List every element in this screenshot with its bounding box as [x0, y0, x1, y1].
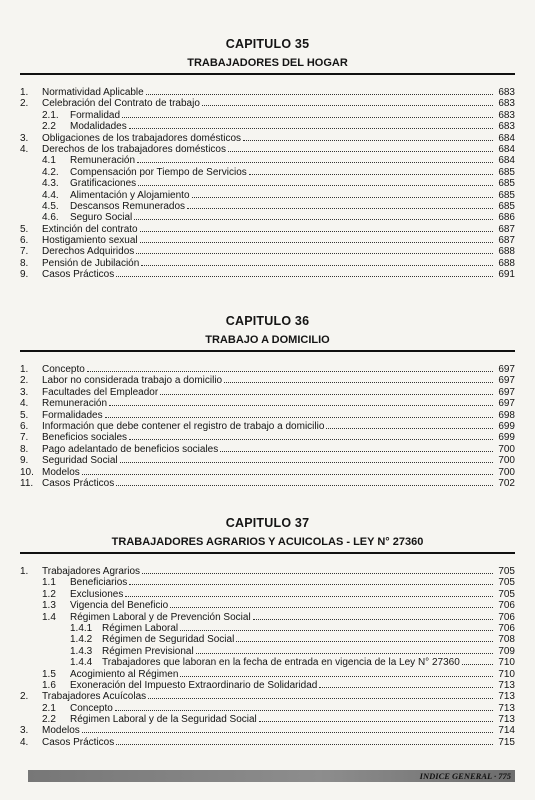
toc-entry [20, 109, 515, 120]
entry-title: Formalidades [42, 409, 103, 421]
dot-leader [122, 109, 493, 118]
entry-number: 4. [20, 398, 29, 410]
entry-title: Régimen Laboral y de la Seguridad Social [70, 714, 257, 726]
toc-entry [20, 576, 515, 587]
entry-page-number: 687 [498, 223, 515, 235]
entry-page-number: 691 [498, 269, 515, 281]
dot-leader [116, 268, 493, 277]
chapter-divider [20, 73, 515, 75]
toc-entry [20, 86, 515, 97]
toc-entry [20, 223, 515, 234]
dot-leader [134, 211, 493, 220]
dot-leader [253, 611, 493, 620]
chapter-divider [20, 552, 515, 554]
entry-page-number: 687 [498, 235, 515, 247]
entry-page-number: 684 [498, 143, 515, 155]
chapter-title: CAPITULO 37 [225, 516, 310, 530]
entry-number: 4.6. [42, 212, 59, 224]
toc-entry [20, 622, 515, 633]
entry-title: Modelos [42, 466, 80, 478]
entry-title: Extinción del contrato [42, 223, 138, 235]
dot-leader [187, 200, 493, 209]
entry-page-number: 697 [498, 364, 515, 375]
dot-leader [192, 189, 493, 198]
entry-number: 4.1 [42, 155, 56, 167]
dot-leader [259, 713, 493, 722]
chapter-35 [20, 34, 515, 280]
toc-entry [20, 656, 515, 667]
dot-leader [140, 223, 493, 232]
toc-entry [20, 443, 515, 454]
toc-entry [20, 397, 515, 408]
entry-page-number: 683 [498, 121, 515, 133]
entry-number: 4.4. [42, 189, 59, 201]
entry-title: Exoneración del Impuesto Extraordinario de Solidaridad [70, 679, 318, 691]
entry-page-number: 697 [498, 375, 515, 387]
entry-title: Compensación por Tiempo de Servicios [70, 166, 247, 178]
dot-leader [116, 477, 493, 486]
entry-title: Casos Prácticos [42, 736, 115, 748]
toc-entry [20, 166, 515, 177]
entry-title: Casos Prácticos [42, 477, 115, 489]
dot-leader [202, 97, 493, 106]
entry-number: 2. [20, 691, 29, 703]
dot-leader [180, 668, 493, 677]
dot-leader [236, 633, 493, 642]
toc-entry [20, 234, 515, 245]
entry-page-number: 700 [498, 443, 515, 455]
toc-entry [20, 363, 515, 374]
toc-entry [20, 466, 515, 477]
entry-title: Alimentación y Alojamiento [70, 189, 190, 201]
toc-entry [20, 245, 515, 256]
entry-title: Derechos de los trabajadores domésticos [42, 143, 226, 155]
entry-number: 6. [20, 420, 29, 432]
entry-title: Gratificaciones [70, 178, 137, 190]
dot-leader [170, 599, 493, 608]
entry-number: 1.4.1 [70, 622, 93, 634]
entry-page-number: 686 [498, 212, 515, 224]
entry-title: Hostigamiento sexual [42, 235, 138, 247]
dot-leader [243, 132, 493, 141]
entry-number: 1.5 [42, 668, 56, 680]
page-footer-band [28, 770, 515, 782]
entry-page-number: 708 [498, 634, 515, 646]
toc-entry [20, 409, 515, 420]
toc-entry [20, 724, 515, 735]
entry-title: Labor no considerada trabajo a domicilio [42, 375, 223, 387]
entry-number: 1.4.2 [70, 634, 93, 646]
entry-number: 3. [20, 725, 29, 737]
entry-title: Régimen Previsional [102, 645, 194, 657]
dot-leader [142, 565, 493, 574]
entry-page-number: 697 [498, 398, 515, 410]
dot-leader [129, 431, 493, 440]
entry-title: Régimen Laboral [102, 622, 179, 634]
entry-title: Régimen Laboral y de Prevención Social [70, 611, 251, 623]
entry-page-number: 706 [498, 600, 515, 612]
entry-number: 3. [20, 386, 29, 398]
entry-number: 2.2 [42, 121, 56, 133]
toc-entry [20, 588, 515, 599]
entry-title: Pago adelantado de beneficios sociales [42, 443, 219, 455]
entry-title: Modalidades [70, 121, 127, 133]
dot-leader [82, 724, 493, 733]
toc-entry [20, 189, 515, 200]
entry-title: Exclusiones [70, 588, 124, 600]
entry-number: 8. [20, 443, 29, 455]
entry-number: 1. [20, 566, 29, 577]
entry-number: 2.2 [42, 714, 56, 726]
entry-title: Beneficiarios [70, 577, 128, 589]
entry-number: 7. [20, 432, 29, 444]
toc-entry [20, 97, 515, 108]
entry-number: 1.4 [42, 611, 56, 623]
entry-page-number: 702 [498, 477, 515, 489]
entry-page-number: 699 [498, 432, 515, 444]
toc-entry [20, 611, 515, 622]
entry-number: 10. [20, 466, 34, 478]
dot-leader [148, 690, 493, 699]
entry-page-number: 699 [498, 420, 515, 432]
entry-title: Descansos Remunerados [70, 200, 186, 212]
toc-entry [20, 154, 515, 165]
entry-page-number: 684 [498, 155, 515, 167]
entry-number: 2.1. [42, 109, 59, 121]
entry-page-number: 683 [498, 98, 515, 110]
dot-leader [105, 409, 493, 418]
toc-entry [20, 211, 515, 222]
toc-entry [20, 431, 515, 442]
entry-title: Pensión de Jubilación [42, 257, 140, 269]
entry-title: Celebración del Contrato de trabajo [42, 98, 200, 110]
entry-page-number: 710 [498, 657, 515, 669]
dot-leader [249, 166, 493, 175]
dot-leader [109, 397, 493, 406]
dot-leader [120, 454, 493, 463]
dot-leader [326, 420, 493, 429]
dot-leader [224, 374, 493, 383]
dot-leader [82, 466, 493, 475]
entry-page-number: 697 [498, 386, 515, 398]
chapter-divider [20, 350, 515, 352]
entry-page-number: 706 [498, 622, 515, 634]
toc-entry [20, 257, 515, 268]
entry-title: Trabajadores Acuícolas [42, 691, 147, 703]
entry-number: 11. [20, 477, 34, 489]
entry-number: 1.3 [42, 600, 56, 612]
dot-leader [180, 622, 493, 631]
dot-leader [196, 645, 493, 654]
toc-entry [20, 177, 515, 188]
dot-leader [87, 363, 493, 372]
entry-page-number: 709 [498, 645, 515, 657]
entry-number: 9. [20, 455, 29, 467]
chapter-subtitle: TRABAJADORES DEL HOGAR [187, 57, 348, 69]
toc-entry [20, 633, 515, 644]
dot-leader [319, 679, 493, 688]
dot-leader [115, 702, 493, 711]
chapter-36 [20, 311, 515, 488]
toc-entry [20, 386, 515, 397]
toc-entry [20, 645, 515, 656]
footer-page-label: INDICE GENERAL · 775 [419, 771, 511, 781]
entry-page-number: 700 [498, 466, 515, 478]
toc-list [20, 565, 515, 747]
entry-number: 1.2 [42, 588, 56, 600]
entry-title: Acogimiento al Régimen [70, 668, 179, 680]
dot-leader [462, 656, 493, 665]
entry-page-number: 705 [498, 566, 515, 577]
entry-number: 5. [20, 223, 29, 235]
chapter-subtitle: TRABAJO A DOMICILIO [205, 334, 330, 346]
entry-page-number: 705 [498, 588, 515, 600]
entry-number: 3. [20, 132, 29, 144]
entry-number: 8. [20, 257, 29, 269]
entry-number: 6. [20, 235, 29, 247]
toc-entry [20, 132, 515, 143]
toc-entry [20, 477, 515, 488]
dot-leader [137, 154, 493, 163]
entry-title: Derechos Adquiridos [42, 246, 135, 258]
dot-leader [125, 588, 493, 597]
toc-entry [20, 565, 515, 576]
chapter-title: CAPITULO 35 [225, 37, 310, 51]
toc-entry [20, 374, 515, 385]
entry-number: 7. [20, 246, 29, 258]
entry-number: 1. [20, 87, 29, 98]
toc-entry [20, 200, 515, 211]
dot-leader [129, 576, 493, 585]
toc-entry [20, 668, 515, 679]
toc-entry [20, 120, 515, 131]
chapter-37 [20, 513, 515, 747]
toc-entry [20, 268, 515, 279]
entry-title: Régimen de Seguridad Social [102, 634, 235, 646]
entry-title: Concepto [70, 702, 113, 714]
entry-number: 4.5. [42, 200, 59, 212]
dot-leader [140, 234, 493, 243]
toc-entry [20, 454, 515, 465]
entry-page-number: 683 [498, 87, 515, 98]
entry-page-number: 688 [498, 257, 515, 269]
dot-leader [228, 143, 493, 152]
entry-title: Seguro Social [70, 212, 133, 224]
entry-page-number: 684 [498, 132, 515, 144]
entry-number: 1.4.4 [70, 657, 93, 669]
dot-leader [160, 386, 493, 395]
entry-number: 2.1 [42, 702, 56, 714]
entry-number: 4.2. [42, 166, 59, 178]
entry-number: 4. [20, 143, 29, 155]
entry-title: Remuneración [70, 155, 136, 167]
entry-page-number: 713 [498, 679, 515, 691]
entry-title: Información que debe contener el registro de trabajo a domicilio [42, 420, 325, 432]
toc-entry [20, 143, 515, 154]
entry-title: Facultades del Empleador [42, 386, 159, 398]
entry-title: Seguridad Social [42, 455, 118, 467]
entry-number: 1. [20, 364, 29, 375]
entry-page-number: 698 [498, 409, 515, 421]
entry-page-number: 713 [498, 691, 515, 703]
dot-leader [136, 245, 493, 254]
toc-entry [20, 679, 515, 690]
toc-entry [20, 690, 515, 701]
entry-page-number: 685 [498, 166, 515, 178]
entry-number: 5. [20, 409, 29, 421]
entry-title: Trabajadores que laboran en la fecha de entrada en vigencia de la Ley N° 27360 [102, 657, 460, 669]
entry-page-number: 685 [498, 189, 515, 201]
toc-entry [20, 599, 515, 610]
entry-title: Casos Prácticos [42, 269, 115, 281]
entry-page-number: 688 [498, 246, 515, 258]
entry-page-number: 685 [498, 200, 515, 212]
entry-page-number: 683 [498, 109, 515, 121]
entry-number: 4.3. [42, 178, 59, 190]
entry-title: Normatividad Aplicable [42, 87, 144, 98]
dot-leader [141, 257, 493, 266]
dot-leader [220, 443, 493, 452]
entry-number: 1.4.3 [70, 645, 93, 657]
toc-entry [20, 702, 515, 713]
dot-leader [138, 177, 493, 186]
entry-page-number: 715 [498, 736, 515, 748]
entry-number: 1.1 [42, 577, 56, 589]
chapter-subtitle: TRABAJADORES AGRARIOS Y ACUICOLAS - LEY N° 27360 [111, 536, 424, 548]
entry-page-number: 713 [498, 702, 515, 714]
entry-title: Formalidad [70, 109, 121, 121]
entry-title: Remuneración [42, 398, 108, 410]
entry-number: 1.6 [42, 679, 56, 691]
toc-entry [20, 736, 515, 747]
dot-leader [116, 736, 493, 745]
entry-title: Trabajadores Agrarios [42, 566, 141, 577]
entry-number: 2. [20, 98, 29, 110]
entry-page-number: 710 [498, 668, 515, 680]
entry-title: Concepto [42, 364, 85, 375]
toc-list [20, 363, 515, 488]
entry-page-number: 714 [498, 725, 515, 737]
entry-title: Obligaciones de los trabajadores domésticos [42, 132, 241, 144]
toc-entry [20, 713, 515, 724]
toc-entry [20, 420, 515, 431]
entry-page-number: 705 [498, 577, 515, 589]
dot-leader [146, 86, 493, 95]
toc-list [20, 86, 515, 280]
entry-page-number: 713 [498, 714, 515, 726]
entry-title: Beneficios sociales [42, 432, 128, 444]
chapter-title: CAPITULO 36 [225, 314, 310, 328]
entry-title: Modelos [42, 725, 80, 737]
entry-number: 2. [20, 375, 29, 387]
dot-leader [129, 120, 493, 129]
entry-number: 9. [20, 269, 29, 281]
entry-page-number: 685 [498, 178, 515, 190]
entry-number: 4. [20, 736, 29, 748]
entry-page-number: 706 [498, 611, 515, 623]
entry-title: Vigencia del Beneficio [70, 600, 169, 612]
entry-page-number: 700 [498, 455, 515, 467]
